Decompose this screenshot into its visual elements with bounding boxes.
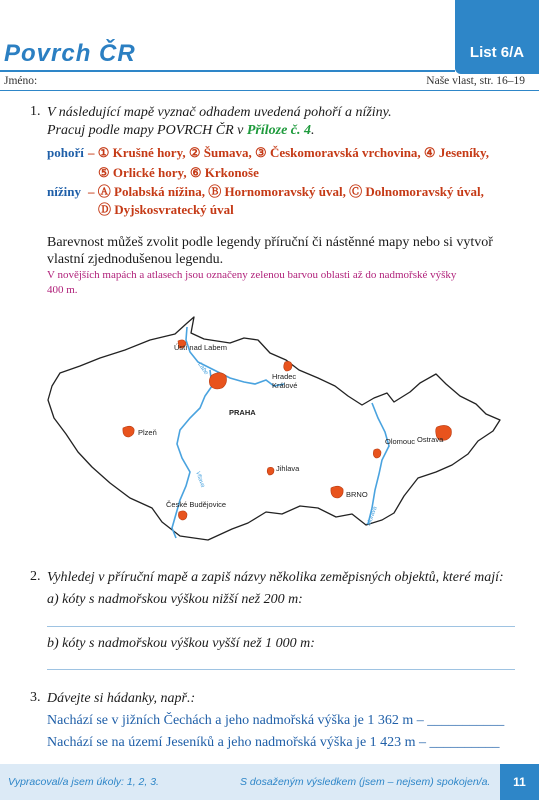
task3-text: Dávejte si hádanky, např.: (47, 691, 196, 706)
vltava-river (172, 370, 212, 538)
city-label-budejovice: České Budějovice (166, 500, 227, 509)
list-badge (455, 0, 539, 74)
task1-line2-suffix: . (311, 123, 315, 138)
city-label-usti: Ústí nad Labem (174, 343, 227, 352)
czech-border (48, 317, 500, 540)
city-label-hradec-1: Hradec (272, 372, 297, 381)
niziny-list-2: Ⓓ Dyjskosvratecký úval (98, 202, 234, 217)
task1-number: 1. (30, 104, 41, 119)
niziny-label: nížiny (47, 184, 81, 199)
task3-number: 3. (30, 690, 41, 705)
city-label-praha: PRAHA (229, 408, 256, 417)
task1-line1: V následující mapě vyznač odhadem uvedená pohoří a nížiny. (47, 105, 392, 120)
list-label: List 6/A (469, 44, 525, 61)
city-label-olomouc: Olomouc (385, 437, 416, 446)
river-label-vltava: Vltava (194, 470, 206, 489)
pohori-label: pohoří (47, 145, 84, 160)
labe-river (186, 327, 284, 386)
city-markers (123, 340, 452, 520)
note-line-2: 400 m. (47, 284, 78, 296)
task1-line2 (47, 122, 315, 140)
city-label-brno: BRNO (346, 490, 368, 499)
morava-river (366, 403, 389, 527)
river-label-labe: Labe (196, 361, 209, 377)
note-line-1: V novějších mapách a atlasech jsou označeny zelenou barvou oblasti až do nadmořské výšky (47, 269, 457, 281)
textbook-reference: Naše vlast, str. 16–19 (426, 75, 525, 87)
task2-b: b) kóty s nadmořskou výškou vyšší než 1 000 m: (47, 636, 315, 651)
task2-text: Vyhledej v příruční mapě a zapiš názvy několika zeměpisných objektů, které mají: (47, 570, 504, 585)
river-label-morava: Morava (366, 505, 379, 527)
olomouc-marker (373, 449, 381, 458)
niziny-list-1: – Ⓐ Polabská nížina, Ⓑ Hornomoravský úval, Ⓒ Dolnomoravský úval, (88, 184, 484, 199)
legend-instruction-2: vlastní zjednodušenou legendu. (47, 252, 224, 267)
page-title: Povrch ČR (4, 40, 136, 67)
task2-number: 2. (30, 569, 41, 584)
city-label-ostrava: Ostrava (417, 435, 444, 444)
name-label: Jméno: (4, 75, 38, 87)
name-line (0, 90, 539, 91)
czech-map (0, 300, 539, 560)
hradec-marker (284, 361, 292, 371)
praha-marker (209, 373, 226, 389)
answer-line-a[interactable] (47, 626, 515, 627)
task2-a: a) kóty s nadmořskou výškou nižší než 200 m: (47, 592, 303, 607)
city-label-plzen: Plzeň (138, 428, 157, 437)
riddle-2: Nachází se na území Jeseníků a jeho nadmořská výška je 1 423 m – __________ (47, 735, 500, 750)
task1-line2-prefix: Pracuj podle mapy POVRCH ČR v (47, 123, 247, 138)
budejovice-marker (178, 511, 187, 520)
brno-marker (331, 486, 343, 498)
legend-instruction-1: Barevnost můžeš zvolit podle legendy příruční či nástěnné mapy nebo si vytvoř (47, 235, 493, 250)
riddle-1: Nachází se v jižních Čechách a jeho nadmořská výška je 1 362 m – ___________ (47, 713, 505, 728)
city-label-hradec-2: Králové (272, 381, 298, 390)
header-rule (0, 70, 455, 72)
page-number: 11 (500, 764, 539, 800)
appendix-reference: Příloze č. 4 (246, 123, 312, 138)
footer-satisfaction: S dosaženým výsledkem (jsem – nejsem) spokojen/a. (240, 776, 491, 788)
answer-line-b[interactable] (47, 669, 515, 670)
city-label-jihlava: Jihlava (276, 464, 300, 473)
pohori-list-2: ⑤ Orlické hory, ⑥ Krkonoše (98, 165, 259, 180)
footer-completed-tasks: Vypracoval/a jsem úkoly: 1, 2, 3. (8, 776, 159, 788)
plzen-marker (123, 426, 134, 437)
pohori-list-1: – ① Krušné hory, ② Šumava, ③ Českomoravská vrchovina, ④ Jeseníky, (88, 145, 490, 160)
jihlava-marker (267, 467, 274, 475)
